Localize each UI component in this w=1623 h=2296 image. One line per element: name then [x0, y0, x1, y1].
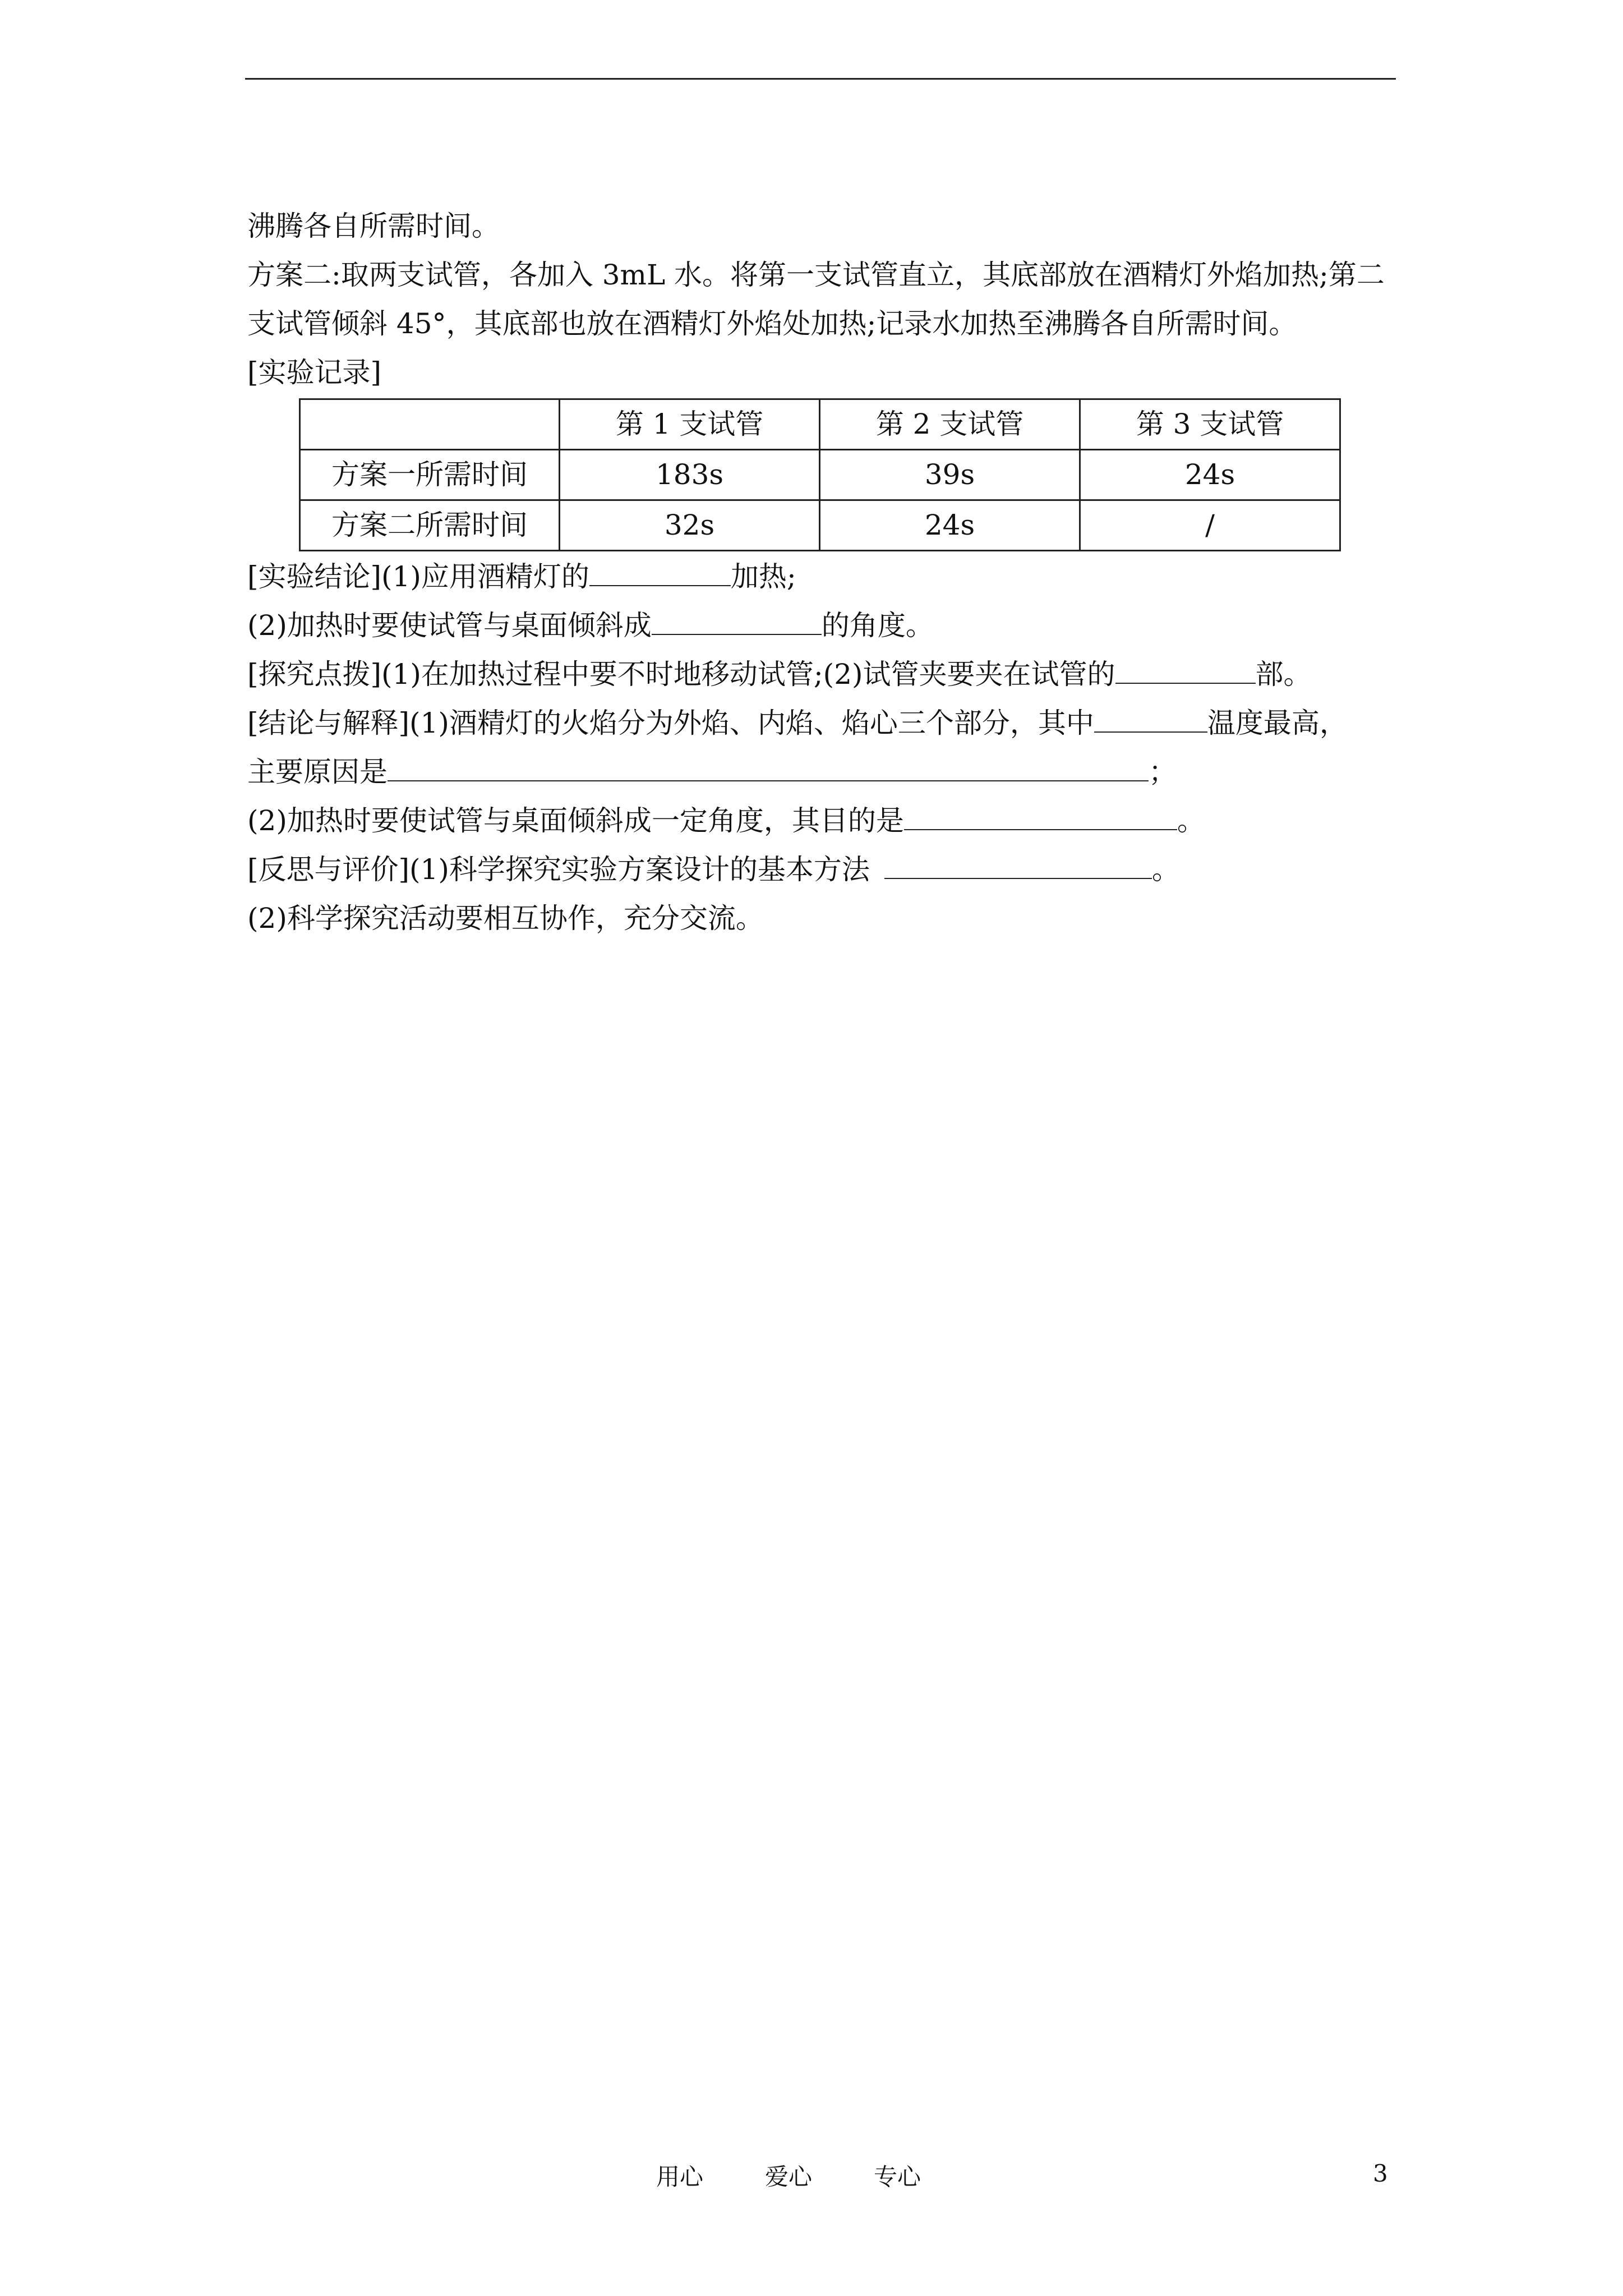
answer-blank[interactable] [652, 602, 822, 635]
table-cell: 方案一所需时间 [300, 450, 560, 500]
question-text: 主要原因是 [247, 756, 388, 788]
question-text: [探究点拨](1)在加热过程中要不时地移动试管;(2)试管夹要夹在试管的 [247, 658, 1115, 691]
page-number: 3 [1373, 2160, 1388, 2187]
footer-motto [656, 2159, 970, 2192]
answer-blank[interactable] [1115, 651, 1256, 684]
header-rule [245, 78, 1396, 80]
question-text: 的角度。 [821, 609, 934, 642]
question-tips [247, 650, 1403, 699]
table-header-cell [300, 399, 560, 450]
question-text: [实验结论](1)应用酒精灯的 [247, 560, 589, 593]
document-body [247, 202, 1403, 943]
question-reflection-1 [247, 845, 1403, 894]
paragraph-3: 支试管倾斜 45°，其底部也放在酒精灯外焰处加热;记录水加热至沸腾各自所需时间。 [247, 307, 1297, 340]
table-row [300, 500, 1340, 551]
question-text: 。 [1151, 853, 1180, 886]
question-text: 。 [1177, 804, 1205, 837]
question-text: 温度最高， [1207, 707, 1348, 739]
question-text: 部。 [1255, 658, 1312, 691]
question-explanation-2 [247, 797, 1403, 845]
table-cell: 方案二所需时间 [300, 500, 560, 551]
answer-blank[interactable] [388, 749, 1149, 781]
question-text: (2)加热时要使试管与桌面倾斜成一定角度，其目的是 [247, 804, 904, 837]
question-explanation-reason [247, 748, 1403, 797]
experiment-record-table [299, 398, 1341, 551]
question-conclusion-2 [247, 601, 1403, 650]
table-cell: 39s [820, 450, 1080, 500]
answer-blank[interactable] [904, 798, 1177, 830]
table-cell: 24s [820, 500, 1080, 551]
question-text: (2)加热时要使试管与桌面倾斜成 [247, 609, 652, 642]
paragraph-2: 方案二:取两支试管，各加入 3mL 水。将第一支试管直立，其底部放在酒精灯外焰加热;第二 [247, 259, 1385, 291]
table-row [300, 450, 1340, 500]
table-cell: 32s [560, 500, 820, 551]
answer-blank[interactable] [589, 554, 731, 586]
table-header-cell: 第 2 支试管 [820, 399, 1080, 450]
footer-text: 专心 [874, 2163, 921, 2191]
table-header-cell: 第 3 支试管 [1080, 399, 1340, 450]
table-cell: 183s [560, 450, 820, 500]
table-header-cell: 第 1 支试管 [560, 399, 820, 450]
paragraph-1: 沸腾各自所需时间。 [247, 210, 500, 242]
table-cell: / [1080, 500, 1340, 551]
answer-blank[interactable] [884, 846, 1152, 879]
table-header-row [300, 399, 1340, 450]
table-cell: 24s [1080, 450, 1340, 500]
footer-text: 用心 [656, 2163, 704, 2191]
question-text: 加热; [730, 560, 796, 593]
question-text: ； [1149, 756, 1177, 788]
question-text: [结论与解释](1)酒精灯的火焰分为外焰、内焰、焰心三个部分，其中 [247, 707, 1094, 739]
footer-text: 爱心 [765, 2163, 813, 2191]
section-heading-record: [实验记录] [247, 356, 382, 389]
question-text: [反思与评价](1)科学探究实验方案设计的基本方法 [247, 853, 870, 886]
question-explanation-1 [247, 699, 1403, 748]
answer-blank[interactable] [1094, 700, 1207, 733]
question-reflection-2: (2)科学探究活动要相互协作，充分交流。 [247, 902, 764, 935]
question-conclusion-1 [247, 553, 1403, 601]
